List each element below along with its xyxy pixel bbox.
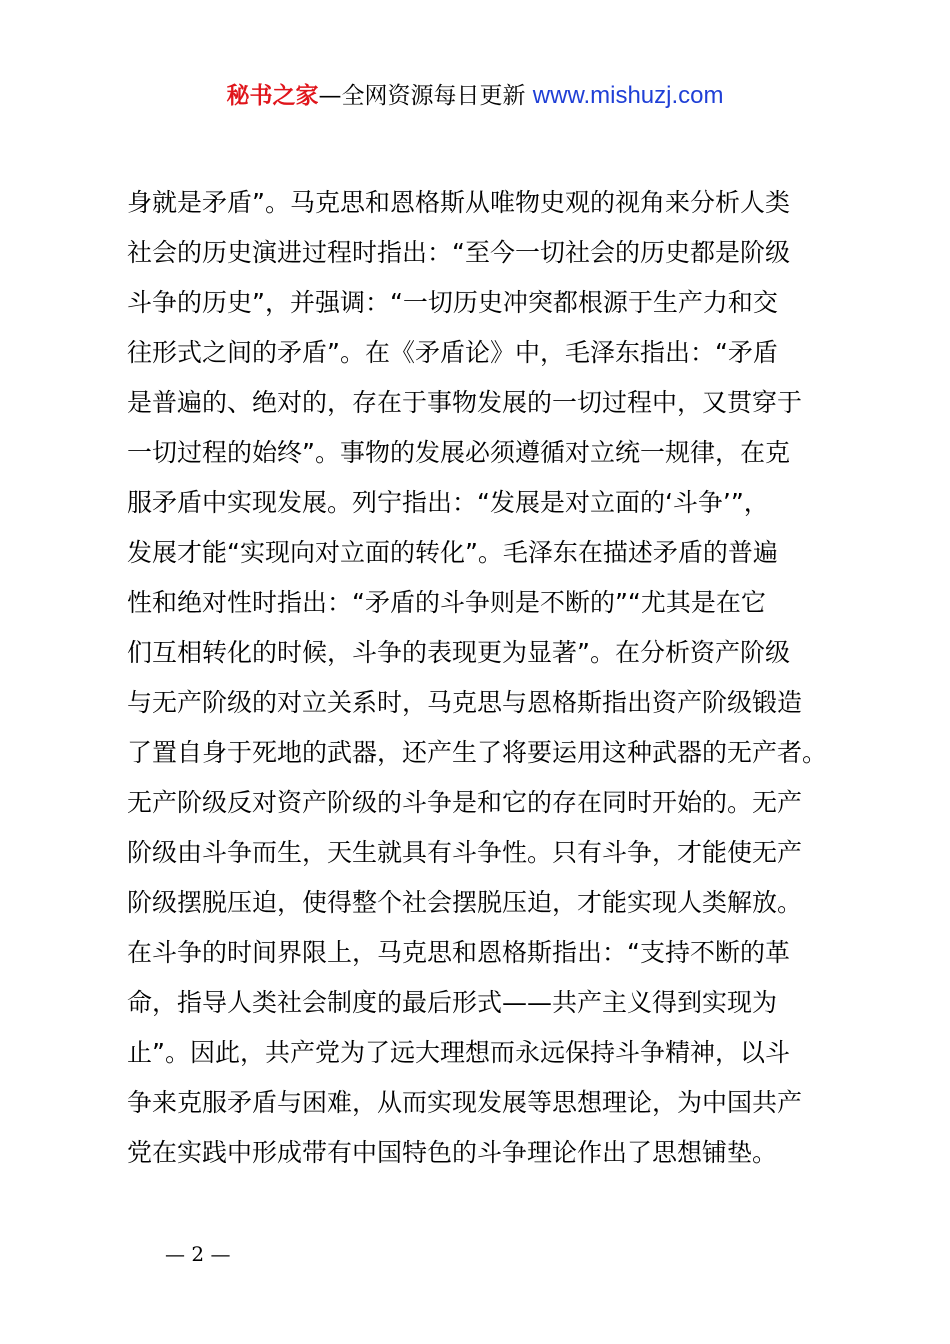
body-line: 性和绝对性时指出：“矛盾的斗争则是不断的”“尤其是在它 (127, 588, 766, 617)
body-line: 身就是矛盾”。马克思和恩格斯从唯物史观的视角来分析人类 (127, 188, 790, 217)
body-line: 斗争的历史”，并强调：“一切历史冲突都根源于生产力和交 (127, 288, 778, 317)
brand-name: 秘书之家 (226, 83, 319, 109)
body-line: 社会的历史演进过程时指出：“至今一切社会的历史都是阶级 (127, 238, 790, 267)
body-line: 阶级摆脱压迫，使得整个社会摆脱压迫，才能实现人类解放。 (127, 888, 803, 917)
page-header (0, 80, 950, 112)
document-body (127, 178, 847, 1178)
body-line: 党在实践中形成带有中国特色的斗争理论作出了思想铺垫。 (127, 1138, 778, 1167)
body-line: 无产阶级反对资产阶级的斗争是和它的存在同时开始的。无产 (127, 788, 803, 817)
body-line: 往形式之间的矛盾”。在《矛盾论》中，毛泽东指出：“矛盾 (127, 338, 778, 367)
body-line: 在斗争的时间界限上，马克思和恩格斯指出：“支持不断的革 (127, 938, 790, 967)
page-number: — 2 — (165, 1242, 231, 1266)
body-line: 与无产阶级的对立关系时，马克思与恩格斯指出资产阶级锻造 (127, 688, 803, 717)
body-line: 阶级由斗争而生，天生就具有斗争性。只有斗争，才能使无产 (127, 838, 803, 867)
body-line: 了置自身于死地的武器，还产生了将要运用这种武器的无产者。 (127, 738, 828, 767)
header-slogan: —全网资源每日更新 (318, 83, 526, 109)
body-line: 发展才能“实现向对立面的转化”。毛泽东在描述矛盾的普遍 (127, 538, 778, 567)
body-line: 一切过程的始终”。事物的发展必须遵循对立统一规律，在克 (127, 438, 790, 467)
body-line: 争来克服矛盾与困难，从而实现发展等思想理论，为中国共产 (127, 1088, 803, 1117)
body-line: 们互相转化的时候，斗争的表现更为显著”。在分析资产阶级 (127, 638, 790, 667)
body-line: 是普遍的、绝对的，存在于事物发展的一切过程中，又贯穿于 (127, 388, 803, 417)
body-line: 服矛盾中实现发展。列宁指出：“发展是对立面的‘斗争’”， (127, 488, 769, 517)
body-line: 止”。因此，共产党为了远大理想而永远保持斗争精神，以斗 (127, 1038, 790, 1067)
body-line: 命，指导人类社会制度的最后形式——共产主义得到实现为 (127, 988, 778, 1017)
site-url-link[interactable]: www.mishuzj.com (532, 82, 724, 109)
